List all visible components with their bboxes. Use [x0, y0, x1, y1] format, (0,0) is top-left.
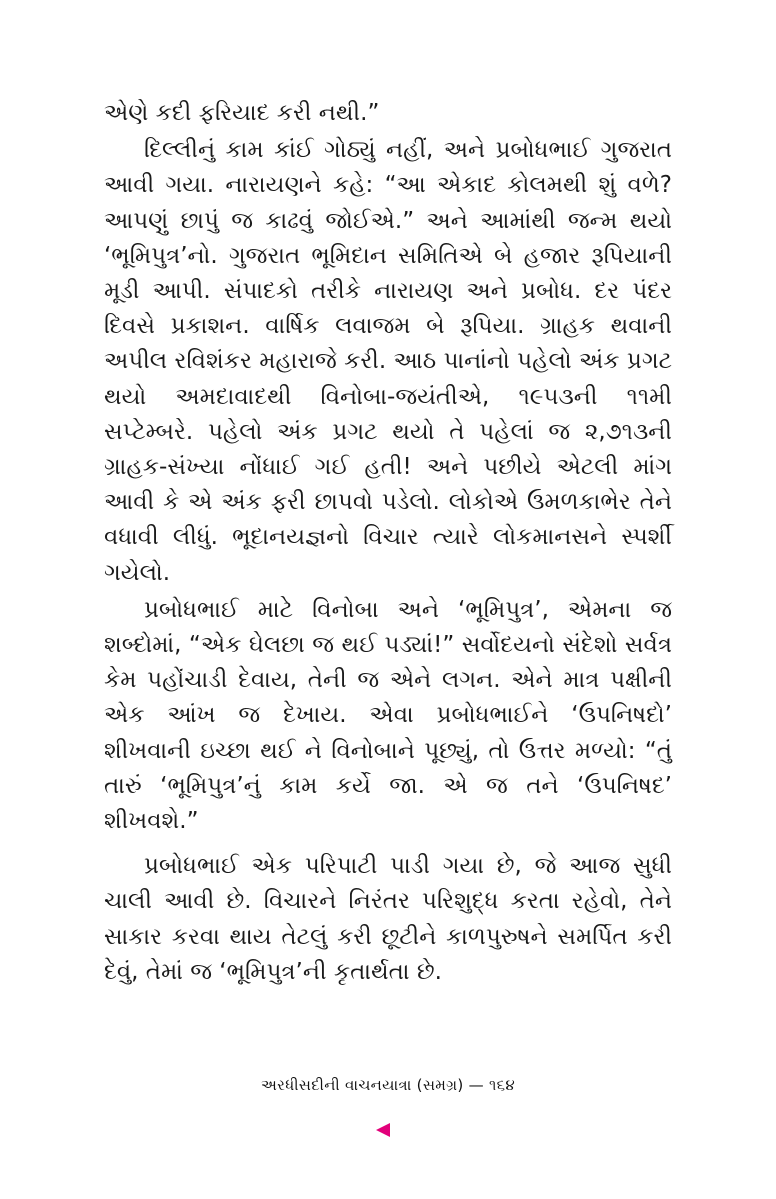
- paragraph-continuation: એણે કદી ફરિયાદ કરી નથી.”: [104, 100, 380, 126]
- previous-page-arrow-icon[interactable]: [376, 1123, 390, 1137]
- paragraph-tradition: પ્રબોધભાઈ એક પરિપાટી પાડી ગયા છે, જે આજ સુધી ચાલી આવી છે. વિચારને નિરંતર પરિશુદ્ધ કરતા રહેવો, તેને સાકાર કરવા થાય તેટલું કરી છૂટીને કાળપુરુષને સમર્પિત કરી દેવું, તેમાં જ ‘ભૂમિપુત્ર’ની કૃતાર્થતા છે.: [104, 853, 672, 985]
- paragraph-upanishad: પ્રબોધભાઈ માટે વિનોબા અને ‘ભૂમિપુત્ર’, એમના જ શબ્દોમાં, “એક ઘેલછા જ થઈ પડ્યાં!” સર્વોદયનો સંદેશો સર્વત્ર કેમ પહોંચાડી દેવાય, તેની જ એને લગન. એને માત્ર પક્ષીની એક આંખ જ દેખાય. એવા પ્રબોધભાઈને ‘ઉપનિષદો’ શીખવાની ઇચ્છા થઈ ને વિનોબાને પૂછ્યું, તો ઉત્તર મળ્યો: “તું તારું ‘ભૂમિપુત્ર’નું કામ કર્યે જા. એ જ તને ‘ઉપનિષદ’ શીખવશે.”: [104, 596, 672, 835]
- body-text: [104, 96, 672, 990]
- paragraph-bhoomiputra-founding: દિલ્લીનું કામ કાંઈ ગોઠ્યું નહીં, અને પ્રબોધભાઈ ગુજરાત આવી ગયા. નારાયણને કહે: “આ એકાદ કોલમથી શું વળે? આપણું છાપું જ કાઢવું જોઈએ.” અને આમાંથી જન્મ થયો ‘ભૂમિપુત્ર’નો. ગુજરાત ભૂમિદાન સમિતિએ બે હજાર રૂપિયાની મૂડી આપી. સંપાદકો તરીકે નારાયણ અને પ્રબોધ. દર પંદર દિવસે પ્રકાશન. વાર્ષિક લવાજમ બે રૂપિયા. ગ્રાહક થવાની અપીલ રવિશંકર મહારાજે કરી. આઠ પાનાંનો પહેલો અંક પ્રગટ થયો અમદાવાદથી વિનોબા-જયંતીએ, ૧૯૫૩ની ૧૧મી સપ્ટેમ્બરે. પહેલો અંક પ્રગટ થયો તે પહેલાં જ ૨,૭૧૩ની ગ્રાહક-સંખ્યા નોંધાઈ ગઈ હતી! અને પછીયે એટલી માંગ આવી કે એ અંક ફરી છાપવો પડેલો. લોકોએ ઉમળકાભેર તેને વધાવી લીધું. ભૂદાનયજ્ઞનો વિચાર ત્યારે લોકમાનસને સ્પર્શી ગયેલો.: [104, 137, 672, 586]
- page-footer: અરધીસદીની વાચનયાત્રા (સમગ્ર) — ૧૬૪: [261, 1076, 515, 1094]
